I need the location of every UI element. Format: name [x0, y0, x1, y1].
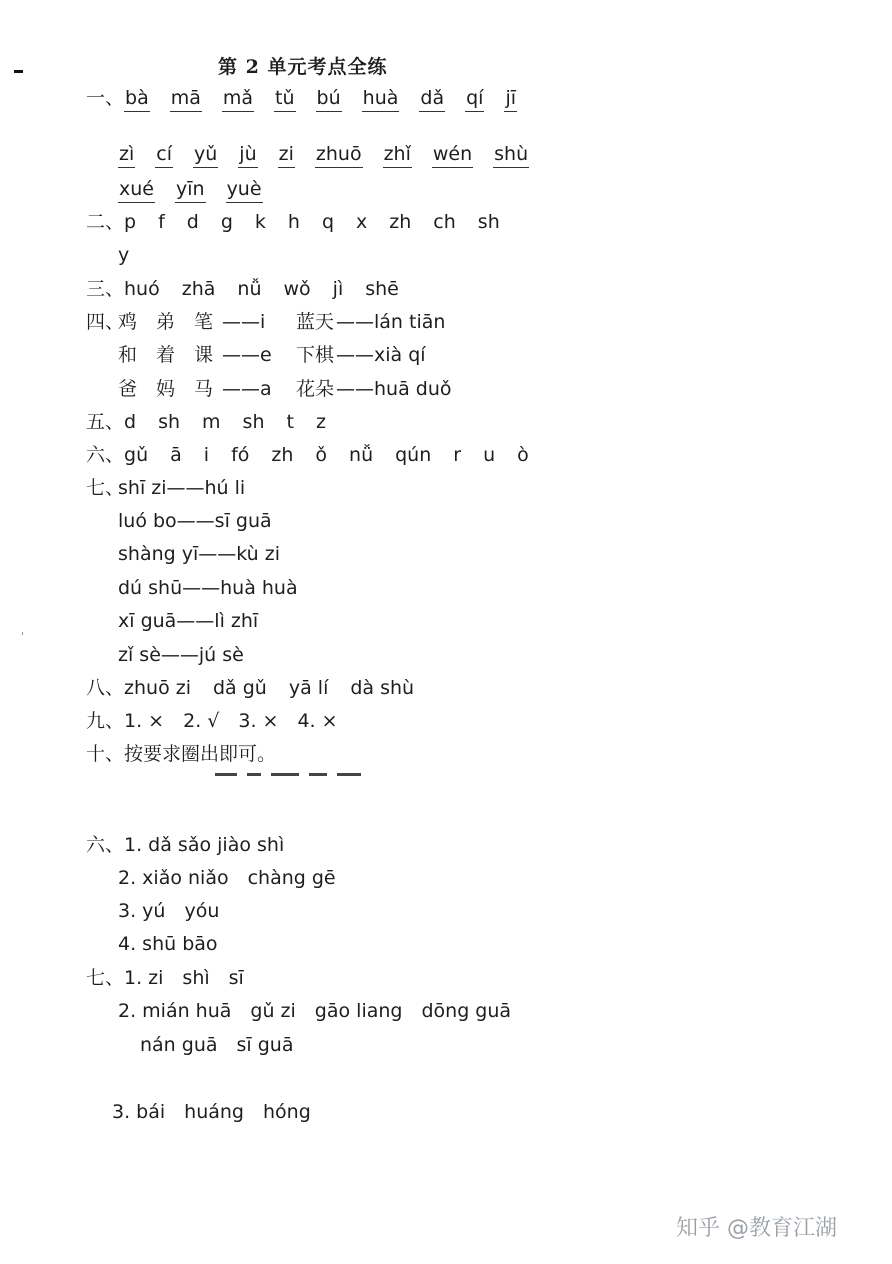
q4-row1-pinyin: ——lán tiān [336, 311, 446, 333]
answer-item: nǚ [349, 444, 374, 466]
q7-line6: zǐ sè——jú sè [118, 644, 244, 666]
answer-word: jù [238, 142, 257, 168]
q8-row [86, 676, 436, 700]
answer-item: ò [517, 444, 529, 466]
q4-row1-chars: 鸡 弟 笔 [118, 311, 214, 333]
answer-word: dǎ [419, 86, 445, 112]
answer-item: u [483, 444, 496, 466]
answer-item: gǔ [124, 444, 149, 466]
q9-num: 九、 [86, 710, 125, 732]
p7-line3: nán guā sī guā [140, 1034, 294, 1056]
q2-num: 二、 [86, 211, 125, 233]
answer-item: zh [271, 444, 294, 466]
answer-item: q [321, 211, 335, 233]
q7-line3: shàng yī——kù zi [118, 543, 281, 565]
cropped-heading-fragment [215, 773, 390, 779]
answer-word: mǎ [222, 86, 254, 112]
answer-item: h [287, 211, 300, 233]
q6-row [86, 443, 551, 467]
q4-row3-chars: 爸 妈 马 [118, 378, 214, 400]
answer-word: yuè [226, 177, 263, 203]
p6-line3: 3. yú yóu [118, 900, 220, 922]
answer-item: zhuō zi [124, 677, 191, 699]
answer-word: huà [362, 86, 400, 112]
p6-row1 [86, 833, 284, 857]
q9-answers: 1. × 2. √ 3. × 4. × [124, 710, 338, 732]
answer-item: r [453, 444, 462, 466]
q4-row3-mid: ——a [222, 378, 272, 400]
q7-line4: dú shū——huà huà [118, 577, 298, 599]
q1-row3 [118, 177, 283, 203]
q4-row2-pinyin: ——xià qí [336, 344, 426, 366]
answer-word: bú [316, 86, 342, 112]
answer-item: i [203, 444, 210, 466]
answer-item: sh [158, 411, 181, 433]
answer-item: p [124, 211, 137, 233]
answer-item: zh [389, 211, 412, 233]
q4-row3-pinyin: ——huā duǒ [336, 378, 452, 400]
answer-word: qí [465, 86, 484, 112]
q7-line1: shī zi——hú li [118, 477, 246, 499]
answer-item: zhā [181, 278, 216, 300]
q7-line5: xī guā——lì zhī [118, 610, 259, 632]
answer-item: sh [242, 411, 265, 433]
answer-word: zì [118, 142, 135, 168]
answer-word: zhǐ [383, 142, 412, 168]
p7-row1 [86, 966, 244, 990]
answer-word: mā [170, 86, 202, 112]
answer-item: shē [365, 278, 399, 300]
answer-item: d [186, 211, 199, 233]
q4-row2-chars: 和 着 课 [118, 344, 214, 366]
q1-row2 [118, 142, 549, 168]
answer-item: wǒ [283, 278, 311, 300]
answer-word: zhuō [315, 142, 363, 168]
answer-item: ǒ [315, 444, 328, 466]
answer-item: dǎ gǔ [213, 677, 267, 699]
q7-line2: luó bo——sī guā [118, 510, 272, 532]
answer-word: cí [155, 142, 173, 168]
q10-num: 十、 [86, 743, 125, 765]
answer-item: g [220, 211, 233, 233]
answer-word: zi [278, 142, 295, 168]
q10-row [86, 742, 276, 766]
q1-row1 [86, 86, 537, 112]
answer-item: ch [433, 211, 456, 233]
q4-row2-word: 下棋 [296, 344, 335, 366]
answer-item: sh [477, 211, 500, 233]
answer-item: z [315, 411, 326, 433]
q2-extra: y [118, 244, 130, 266]
scan-speck [22, 632, 23, 635]
q5-num: 五、 [86, 411, 125, 433]
answer-word: xué [118, 177, 155, 203]
p7-line1: 1. zi shì sī [124, 967, 244, 989]
q3-row [86, 277, 421, 301]
answer-item: m [202, 411, 221, 433]
p6-line1: 1. dǎ sǎo jiào shì [124, 834, 285, 856]
answer-item: f [158, 211, 165, 233]
answer-item: x [356, 211, 368, 233]
q4-row1-mid: ——i [222, 311, 266, 333]
answer-item: ā [170, 444, 182, 466]
q4-row2-mid: ——e [222, 344, 272, 366]
answer-word: wén [432, 142, 473, 168]
q4-num: 四、 [86, 311, 125, 333]
answer-word: yǔ [193, 142, 218, 168]
q1-num: 一、 [86, 87, 125, 109]
answer-item: huó [124, 278, 160, 300]
answer-item: yā lí [288, 677, 329, 699]
page-title: 第 2 单元考点全练 [218, 56, 388, 78]
q4-row1-word: 蓝天 [296, 311, 335, 333]
p7-num: 七、 [86, 967, 125, 989]
q8-num: 八、 [86, 677, 125, 699]
answer-item: k [254, 211, 266, 233]
p6-line4: 4. shū bāo [118, 933, 218, 955]
q4-row3-word: 花朵 [296, 378, 335, 400]
q5-row [86, 410, 348, 434]
answer-word: yīn [175, 177, 206, 203]
answer-item: dà shù [350, 677, 415, 699]
answer-word: jī [504, 86, 517, 112]
answer-item: nǚ [237, 278, 262, 300]
answer-item: d [124, 411, 137, 433]
q3-num: 三、 [86, 278, 125, 300]
zhihu-watermark: 知乎 @教育江湖 [676, 1216, 837, 1241]
answer-word: tǔ [274, 86, 296, 112]
answer-word: shù [493, 142, 529, 168]
p6-line2: 2. xiǎo niǎo chàng gē [118, 867, 336, 889]
q2-row [86, 210, 522, 234]
answer-item: qún [395, 444, 432, 466]
answer-item: jì [332, 278, 344, 300]
q7-num: 七、 [86, 477, 125, 499]
answer-item: t [286, 411, 294, 433]
q10-text: 按要求圈出即可。 [124, 743, 277, 765]
answer-word: bà [124, 86, 150, 112]
p6-num: 六、 [86, 834, 125, 856]
q9-row [86, 709, 338, 733]
p7-line2: 2. mián huā gǔ zi gāo liang dōng guā [118, 1000, 512, 1022]
answer-item: fó [231, 444, 250, 466]
p7-line4: 3. bái huáng hóng [112, 1101, 311, 1123]
corner-mark [14, 70, 23, 73]
q6-num: 六、 [86, 444, 125, 466]
